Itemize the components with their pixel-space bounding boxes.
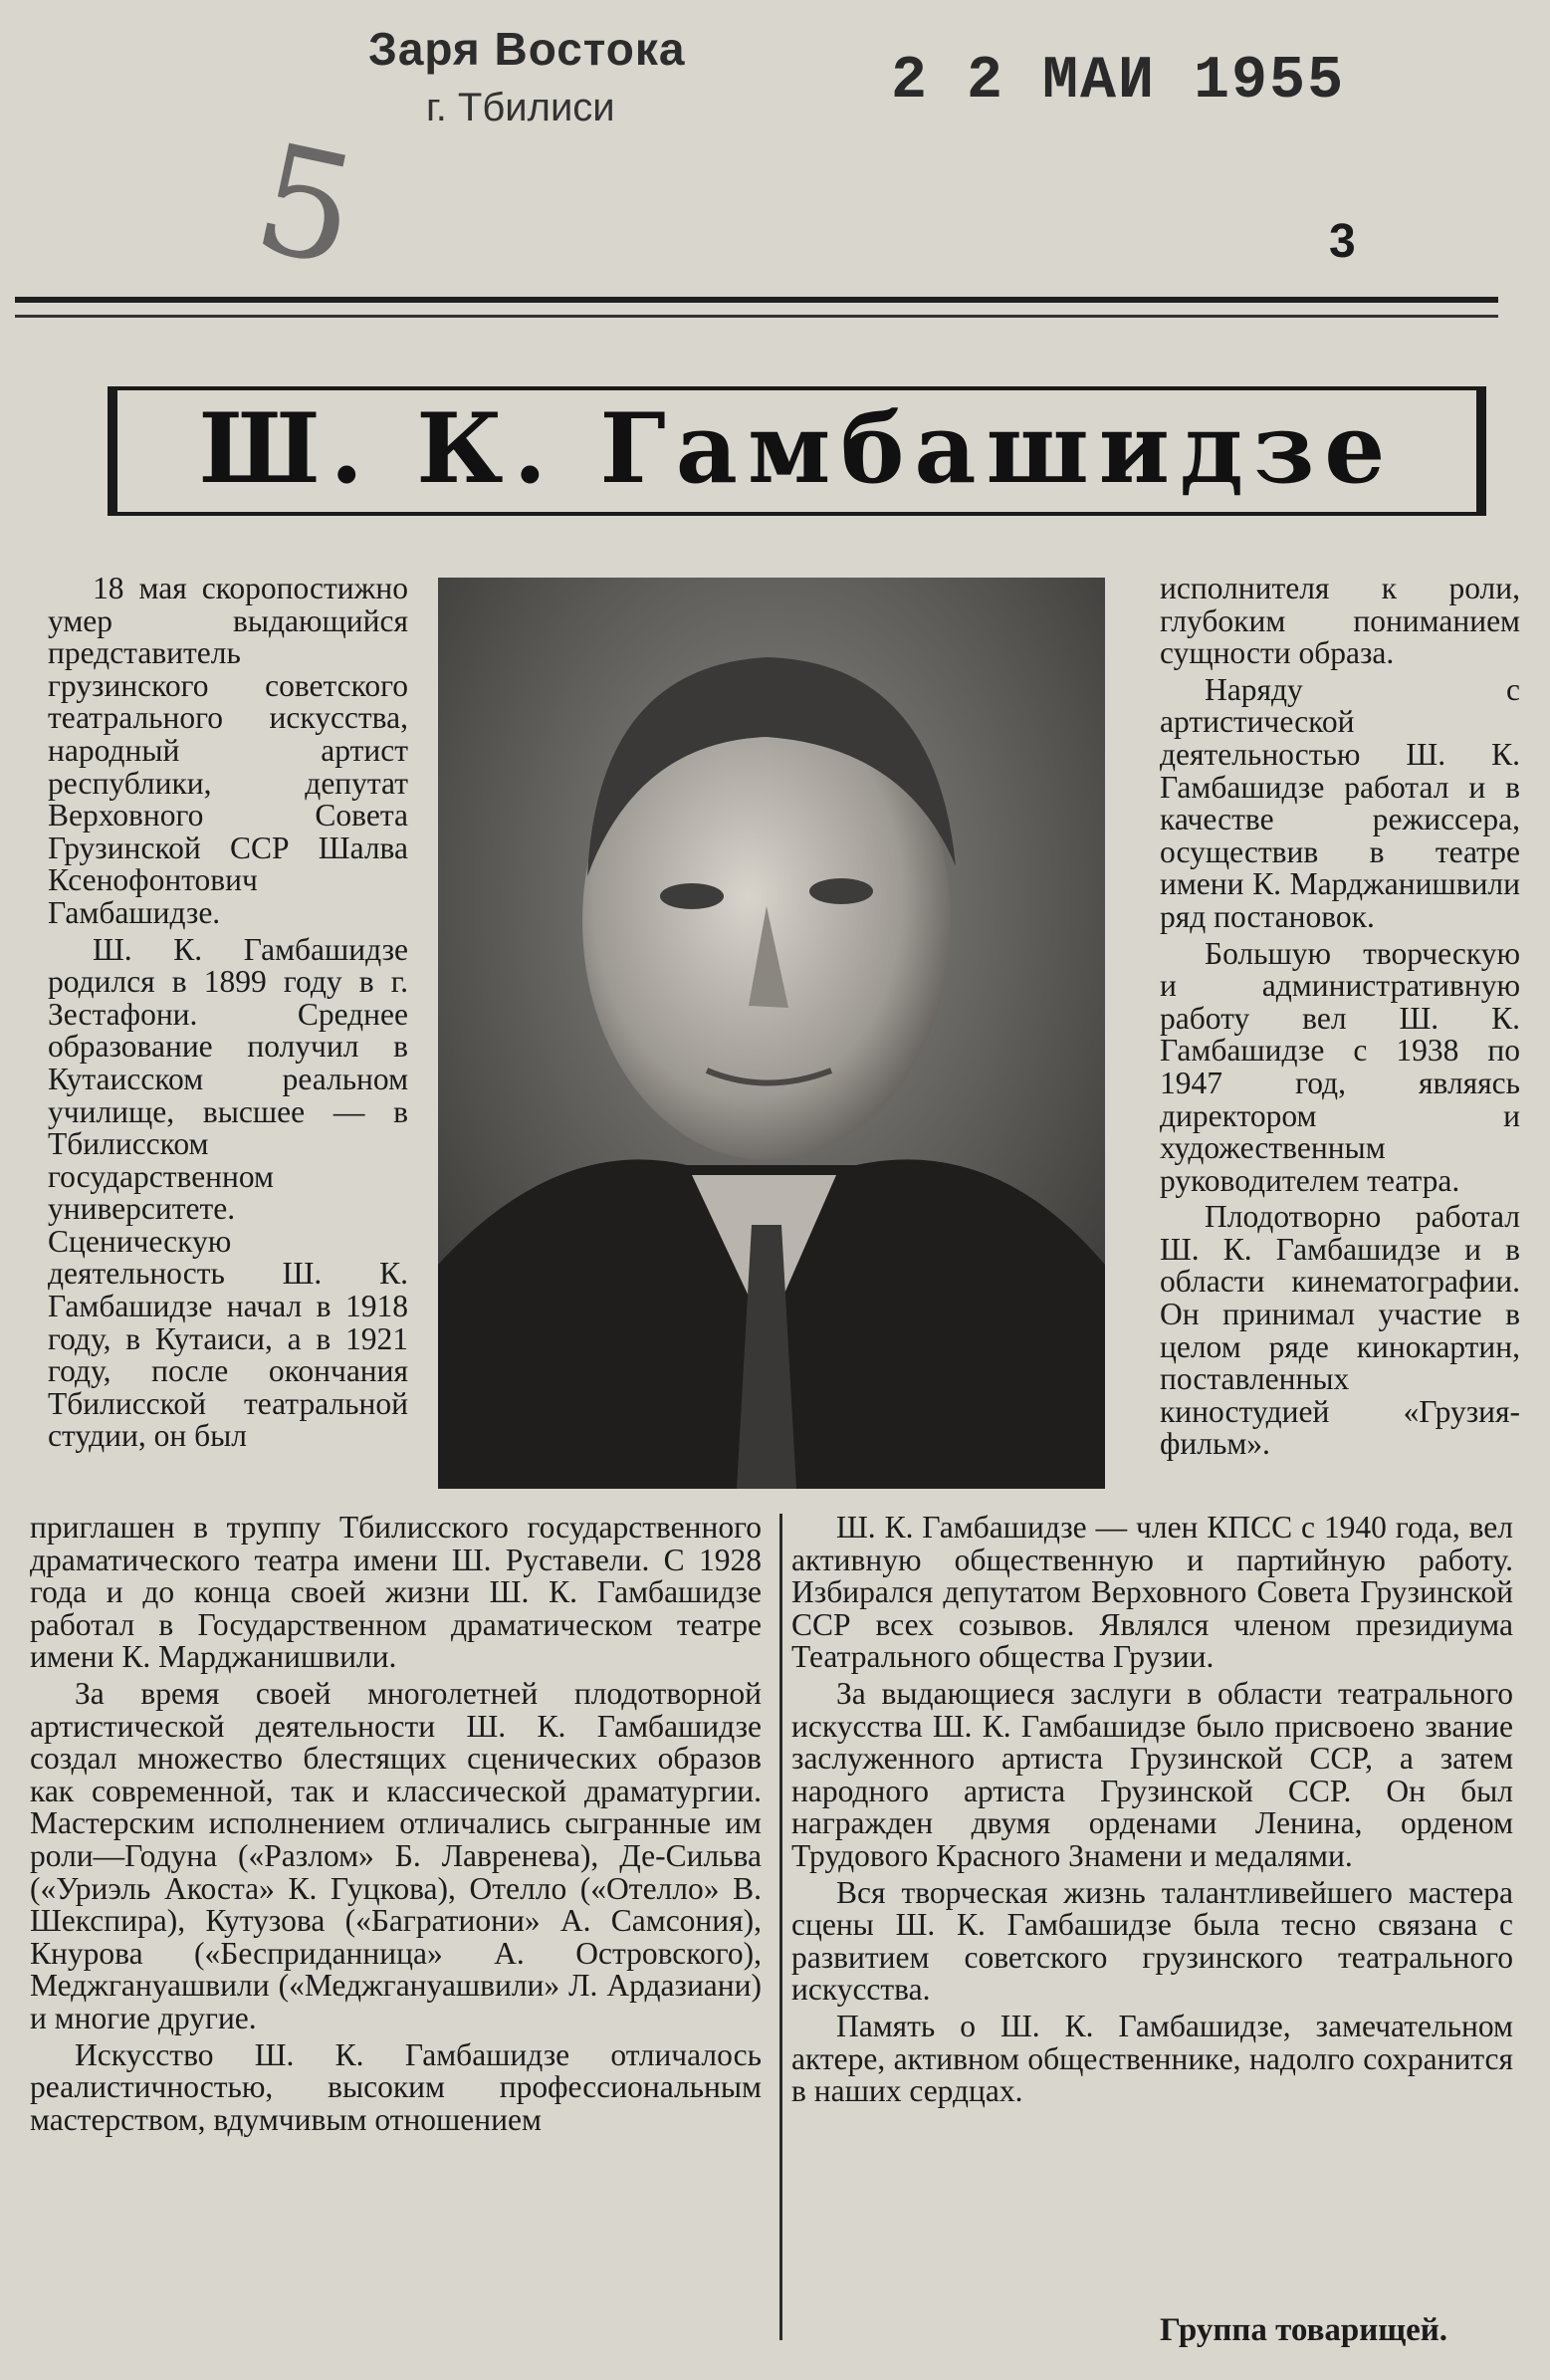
paragraph: Вся творческая жизнь талантливейшего мастера сцены Ш. К. Гамбашидзе была тесно связана с развитием советского грузинского театрального искусства.	[791, 1874, 1513, 2008]
paragraph: Плодотворно работал Ш. К. Гамбашидзе и в области кинематографии. Он принимал участие в целом ряде кинокартин, поставленных киностудией «Грузия-фильм».	[1160, 1199, 1520, 1462]
paragraph: За время своей многолетней плодотворной артистической деятельности Ш. К. Гамбашидзе создал множество блестящих сценических образов как современной, так и классической драматургии. Мастерским исполнением отличались сыгранные им роли—Годуна («Разлом» Б. Лавренева), Де-Сильва («Уриэль Акоста» К. Гуцкова), Отелло («Отелло» В. Шекспира), Кутузова («Багратиони» А. Самсония), Кнурова («Бесприданница» А. Островского), Меджгануашвили («Меджгануашвили» Л. Ардазиани) и многие другие.	[30, 1675, 762, 2035]
portrait-illustration	[438, 578, 1105, 1489]
paragraph: Наряду с артистической деятельностью Ш. К. Гамбашидзе работал и в качестве режиссера, осуществив в театре имени К. Марджанишвили ряд постановок.	[1160, 671, 1520, 934]
paragraph: Ш. К. Гамбашидзе — член КПСС с 1940 года, вел активную общественную и партийную работу. Избирался депутатом Верховного Совета Грузинской ССР всех созывов. Являлся членом президиума Театрального общества Грузии.	[791, 1510, 1513, 1675]
paragraph: 18 мая скоропостижно умер выдающийся представитель грузинского советского театрального искусства, народный артист республики, депутат Верховного Совета Грузинской ССР Шалва Ксенофонтович Гамбашидзе.	[48, 571, 408, 930]
column-left	[48, 573, 408, 1453]
headline: Ш. К. Гамбашидзе	[198, 392, 1396, 505]
column-right	[1160, 573, 1520, 1461]
paragraph: Ш. К. Гамбашидзе родился в 1899 году в г. Зестафони. Среднее образование получил в Кутаисском реальном училище, высшее — в Тбилисском государственном университете. Сценическую деятельность Ш. К. Гамбашидзе начал в 1918 году, в Кутаиси, а в 1921 году, после окончания Тбилисской театральной студии, он был	[48, 931, 408, 1454]
paragraph: приглашен в труппу Тбилисского государственного драматического театра имени Ш. Руставели. С 1928 года и до конца своей жизни Ш. К. Гамбашидзе работал в Государственном драматическом театре имени К. Марджанишвили.	[30, 1510, 762, 1675]
signature: Группа товарищей.	[1160, 2312, 1448, 2348]
pencil-mark: 5	[241, 111, 371, 302]
date-stamp: 2 2 МАИ 1955	[891, 48, 1346, 116]
paragraph: Искусство Ш. К. Гамбашидзе отличалось реалистичностью, высоким профессиональным мастерством, вдумчивым отношением	[30, 2036, 762, 2137]
headline-box	[108, 386, 1486, 516]
column-bottom-right	[791, 1512, 1513, 2108]
top-rule	[15, 297, 1498, 318]
portrait-photo	[438, 578, 1105, 1489]
page-number: 3	[1329, 215, 1356, 268]
newspaper-city-stamp: г. Тбилиси	[426, 86, 615, 129]
paragraph: За выдающиеся заслуги в области театрального искусства Ш. К. Гамбашидзе было присвоено звание заслуженного артиста Грузинской ССР, а затем народного артиста Грузинской ССР. Он был награжден двумя орденами Ленина, орденом Трудового Красного Знамени и медалями.	[791, 1675, 1513, 1873]
column-divider	[779, 1514, 782, 2340]
newspaper-name-stamp: Заря Востока	[368, 23, 686, 75]
paragraph: исполнителя к роли, глубоким пониманием сущности образа.	[1160, 571, 1520, 671]
column-bottom-left	[30, 1512, 762, 2136]
paragraph: Память о Ш. К. Гамбашидзе, замечательном актере, активном общественнике, надолго сохранится в наших сердцах.	[791, 2008, 1513, 2109]
paragraph: Большую творческую и административную работу вел Ш. К. Гамбашидзе с 1938 по 1947 год, являясь директором и художественным руководителем театра.	[1160, 935, 1520, 1198]
